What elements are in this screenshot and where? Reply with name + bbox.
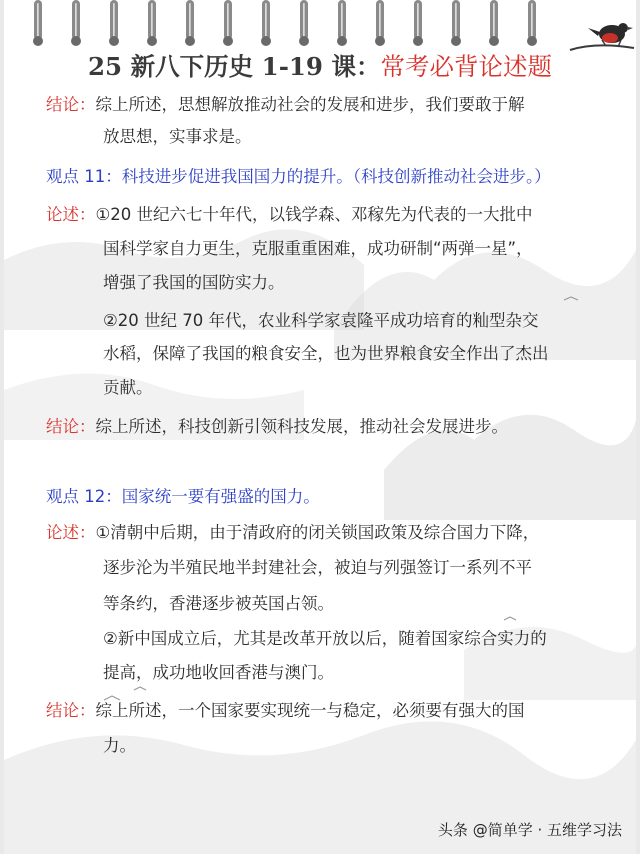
spiral-binding <box>4 0 636 48</box>
conclusion-text: 综上所述，思想解放推动社会的发展和进步，我们要敢于解 <box>95 95 525 114</box>
punch-hole <box>33 36 43 46</box>
ring-icon <box>452 0 460 40</box>
punch-hole <box>527 36 537 46</box>
section3-argument-row <box>46 522 539 544</box>
viewpoint-12-heading <box>46 486 320 508</box>
ring-icon <box>414 0 422 40</box>
punch-hole <box>185 36 195 46</box>
argument-text: ②新中国成立后，尤其是改革开放以后，随着国家综合实力的 <box>103 629 547 648</box>
ring-icon <box>376 0 384 40</box>
punch-hole <box>337 36 347 46</box>
argument-text: 逐步沦为半殖民地半封建社会，被迫与列强签订一系列不平 <box>103 558 532 577</box>
section1-conclusion-row <box>46 94 525 116</box>
conclusion-text: 放思想，实事求是。 <box>103 127 252 146</box>
section2-argument-row <box>46 204 533 226</box>
argument-text: 水稻，保障了我国的粮食安全，也为世界粮食安全作出了杰出 <box>103 344 549 363</box>
ring-icon <box>262 0 270 40</box>
argument-label: 论述： <box>46 205 96 224</box>
punch-hole <box>147 36 157 46</box>
argument-text: 提高，成功地收回香港与澳门。 <box>103 663 334 682</box>
viewpoint-label: 观点 12： <box>46 487 122 506</box>
watermark-footer: 头条 @简单学 · 五维学习法 <box>437 821 622 839</box>
ring-icon <box>110 0 118 40</box>
argument-text: 增强了我国的国防实力。 <box>103 273 285 292</box>
conclusion-label: 结论： <box>46 417 96 436</box>
argument-text: 贡献。 <box>103 378 153 397</box>
viewpoint-text: 国家统一要有强盛的国力。 <box>121 487 320 506</box>
punch-hole <box>109 36 119 46</box>
section2-conclusion-row <box>46 416 508 438</box>
ring-icon <box>490 0 498 40</box>
argument-text: ①20 世纪六七十年代，以钱学森、邓稼先为代表的一大批中 <box>95 205 533 224</box>
page-title <box>4 48 636 83</box>
punch-hole <box>71 36 81 46</box>
argument-text: ①清朝中后期，由于清政府的闭关锁国政策及综合国力下降， <box>95 523 540 542</box>
ring-icon <box>34 0 42 40</box>
conclusion-text: 综上所述，科技创新引领科技发展，推动社会发展进步。 <box>95 417 508 436</box>
punch-hole <box>261 36 271 46</box>
argument-text: 等条约，香港逐步被英国占领。 <box>103 594 334 613</box>
title-main: 25 新八下历史 1-19 课： <box>88 52 381 81</box>
ring-icon <box>148 0 156 40</box>
conclusion-text: 力。 <box>103 736 136 755</box>
title-highlight: 常考必背论述题 <box>380 52 552 81</box>
section3-conclusion-row <box>46 700 525 722</box>
punch-hole <box>299 36 309 46</box>
punch-hole <box>489 36 499 46</box>
ring-icon <box>72 0 80 40</box>
ring-icon <box>338 0 346 40</box>
argument-label: 论述： <box>46 523 96 542</box>
ring-icon <box>224 0 232 40</box>
viewpoint-11-heading: 观点 11：科技进步促进我国国力的提升。（科技创新推动社会进步。） <box>46 167 551 186</box>
ring-icon <box>300 0 308 40</box>
punch-hole <box>451 36 461 46</box>
punch-hole <box>413 36 423 46</box>
conclusion-text: 综上所述，一个国家要实现统一与稳定，必须要有强大的国 <box>95 701 525 720</box>
conclusion-label: 结论： <box>46 95 96 114</box>
punch-hole <box>375 36 385 46</box>
conclusion-label: 结论： <box>46 701 96 720</box>
notebook-page <box>4 0 636 854</box>
argument-text: ②20 世纪 70 年代，农业科学家袁隆平成功培育的籼型杂交 <box>103 311 539 330</box>
ring-icon <box>186 0 194 40</box>
argument-text: 国科学家自力更生，克服重重困难，成功研制“两弹一星”， <box>103 239 533 258</box>
punch-hole <box>223 36 233 46</box>
ring-icon <box>528 0 536 40</box>
